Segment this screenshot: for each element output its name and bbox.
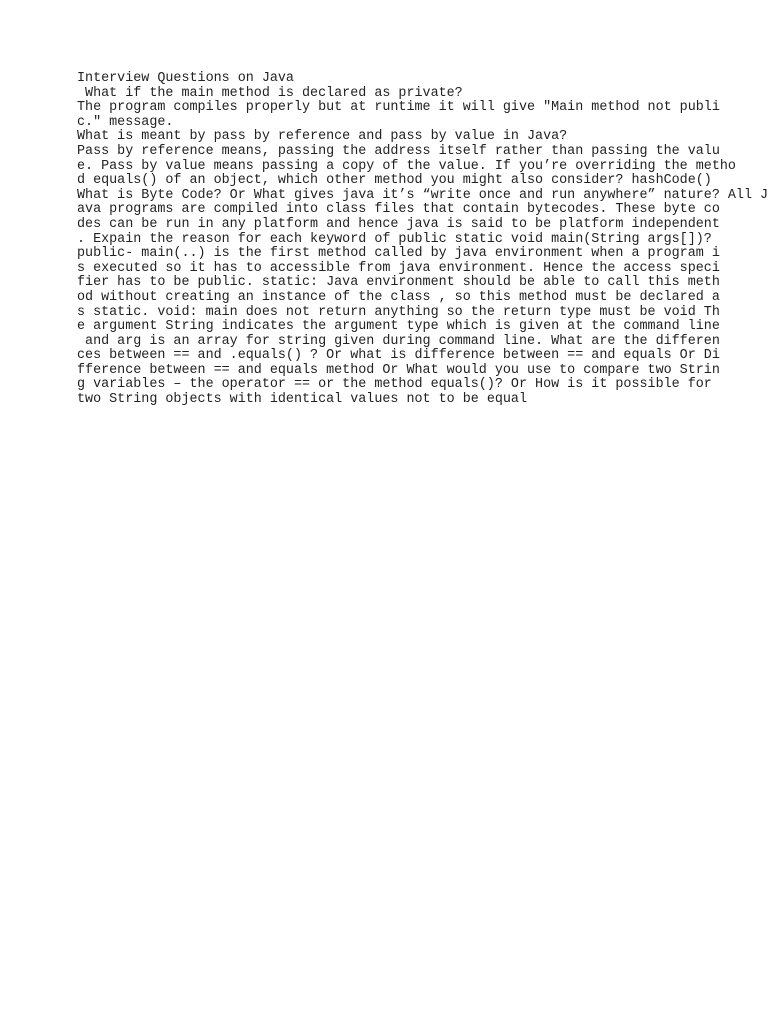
text-line: d equals() of an object, which other method you might also consider? hashCode() bbox=[77, 173, 712, 189]
text-line: two String objects with identical values not to be equal bbox=[77, 392, 527, 408]
text-line-title: Interview Questions on Java bbox=[77, 71, 294, 86]
text-line: public- main(..) is the first method called by java environment when a program i bbox=[77, 246, 720, 262]
text-line: g variables – the operator == or the method equals()? Or How is it possible for bbox=[77, 377, 712, 393]
document-page bbox=[77, 71, 768, 408]
text-line: What if the main method is declared as private? bbox=[77, 85, 463, 101]
text-line: fier has to be public. static: Java environment should be able to call this meth bbox=[77, 275, 720, 291]
text-line: fference between == and equals method Or What would you use to compare two Strin bbox=[77, 362, 720, 378]
text-line: and arg is an array for string given during command line. What are the differen bbox=[77, 333, 720, 349]
text-line: c." message. bbox=[77, 114, 174, 130]
text-line: What is Byte Code? Or What gives java it’s “write once and run anywhere” nature? All J bbox=[77, 187, 768, 203]
text-line: od without creating an instance of the class , so this method must be declared a bbox=[77, 289, 720, 305]
text-line: e argument String indicates the argument type which is given at the command line bbox=[77, 319, 720, 335]
text-line: des can be run in any platform and hence java is said to be platform independent bbox=[77, 216, 720, 232]
text-line: . Expain the reason for each keyword of public static void main(String args[])? bbox=[77, 231, 712, 247]
text-line: What is meant by pass by reference and pass by value in Java? bbox=[77, 129, 568, 145]
text-line: Pass by reference means, passing the address itself rather than passing the valu bbox=[77, 143, 720, 159]
text-line: s static. void: main does not return anything so the return type must be void Th bbox=[77, 304, 720, 320]
text-line: ces between == and .equals() ? Or what is difference between == and equals Or Di bbox=[77, 348, 720, 364]
text-line: e. Pass by value means passing a copy of the value. If you’re overriding the metho bbox=[77, 158, 736, 174]
text-line: s executed so it has to accessible from java environment. Hence the access speci bbox=[77, 260, 720, 276]
text-line: ava programs are compiled into class files that contain bytecodes. These byte co bbox=[77, 202, 720, 218]
text-line: The program compiles properly but at runtime it will give "Main method not publi bbox=[77, 100, 720, 116]
